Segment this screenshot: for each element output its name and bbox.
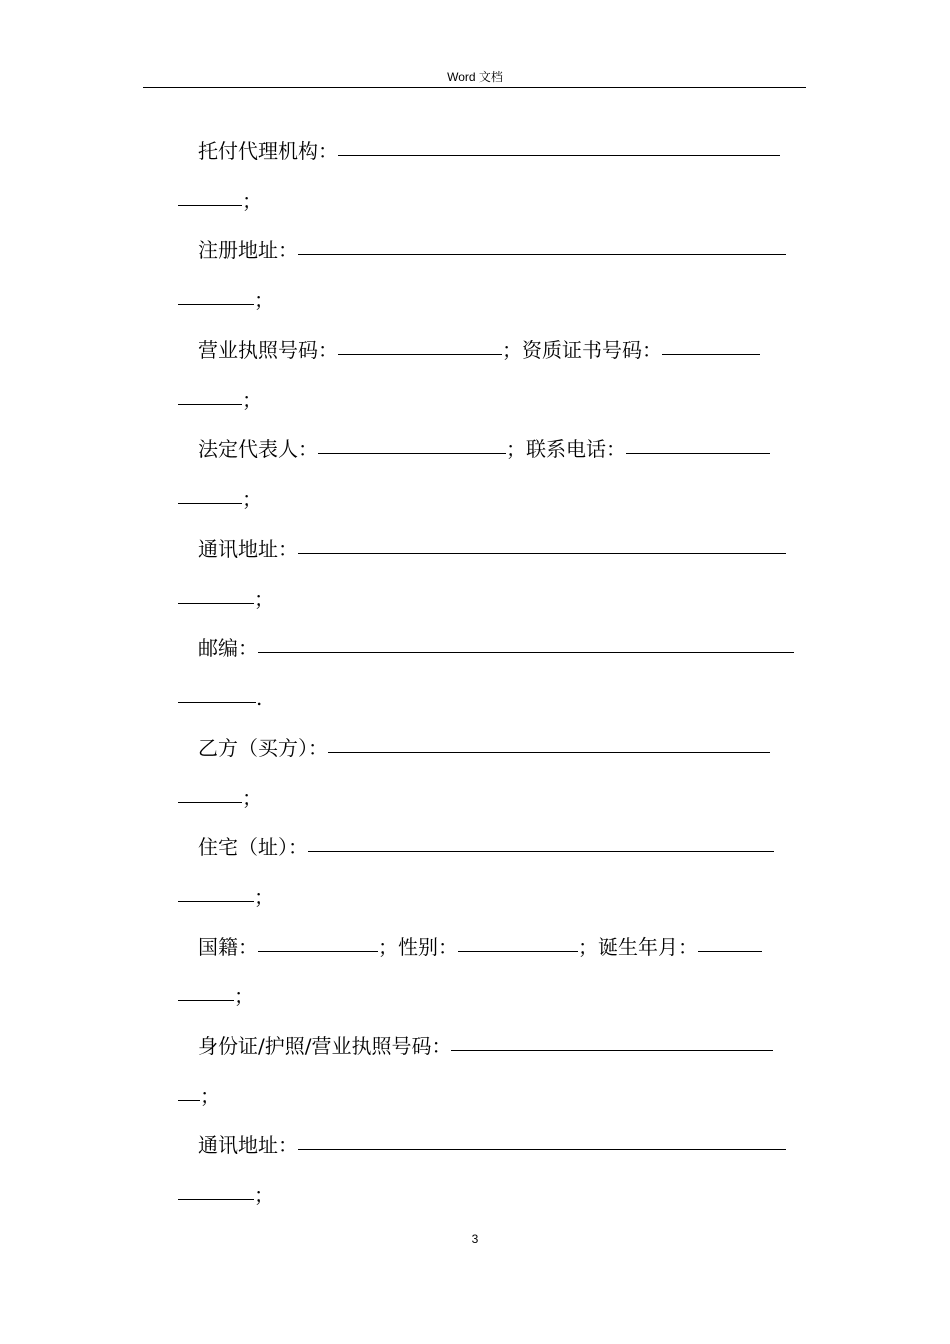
semicolon: ； [254,288,274,312]
reg-addr-blank-cont[interactable] [178,284,254,305]
gender-blank[interactable] [458,931,578,952]
license-blank[interactable] [338,334,502,355]
semicolon: ； [242,786,262,810]
header-title: Word 文档 [447,70,503,84]
buyer-mail-addr-line [178,1131,798,1159]
semicolon: ； [200,1084,220,1108]
semicolon: ； [502,338,522,362]
buyer-label: 乙方（买方）： [198,736,328,760]
id-label: 身份证/护照/营业执照号码： [198,1034,452,1058]
nationality-blank[interactable] [258,931,378,952]
id-blank[interactable] [451,1030,773,1051]
buyer-blank-cont[interactable] [178,782,242,803]
phone-blank[interactable] [626,433,770,454]
semicolon: ； [254,885,274,909]
buyer-mail-addr-blank[interactable] [298,1129,786,1150]
birth-label: 诞生年月： [598,935,698,959]
license-label: 营业执照号码： [198,338,338,362]
semicolon: ； [234,984,254,1008]
cert-label: 资质证书号码： [522,338,662,362]
buyer-line-cont [178,784,808,812]
cert-blank[interactable] [662,334,760,355]
residence-line [178,833,798,861]
postcode-label: 邮编： [198,636,258,660]
postcode-line-cont [178,684,808,712]
cert-blank-cont[interactable] [178,384,242,405]
mail-addr-label: 通讯地址： [198,537,298,561]
nationality-label: 国籍： [198,935,258,959]
postcode-line [178,634,798,662]
agent-blank-cont[interactable] [178,185,242,206]
mail-addr-line-cont [178,585,808,613]
residence-blank[interactable] [308,831,774,852]
postcode-blank-cont[interactable] [178,682,256,703]
license-line [178,336,798,364]
buyer-mail-addr-blank-cont[interactable] [178,1179,254,1200]
residence-label: 住宅（址）： [198,835,308,859]
legal-rep-line [178,435,798,463]
semicolon: ； [254,587,274,611]
semicolon: ； [378,935,398,959]
buyer-mail-addr-label: 通讯地址： [198,1133,298,1157]
id-line-cont [178,1082,808,1110]
agent-label: 托付代理机构： [198,139,338,163]
buyer-mail-addr-line-cont [178,1181,808,1209]
birth-blank-cont[interactable] [178,980,234,1001]
semicolon: ； [242,487,262,511]
buyer-line [178,734,798,762]
header-divider [143,87,806,88]
legal-rep-blank[interactable] [318,433,506,454]
gender-label: 性别： [398,935,458,959]
semicolon: ； [506,437,526,461]
id-blank-cont[interactable] [178,1080,200,1101]
page-number: 3 [471,1232,479,1246]
agent-line [178,137,798,165]
buyer-blank[interactable] [328,732,770,753]
mail-addr-blank-cont[interactable] [178,583,254,604]
semicolon: ； [242,388,262,412]
reg-addr-line [178,236,798,264]
license-line-cont [178,386,808,414]
semicolon: ； [254,1183,274,1207]
period: . [256,686,263,710]
residence-blank-cont[interactable] [178,881,254,902]
phone-blank-cont[interactable] [178,483,242,504]
reg-addr-label: 注册地址： [198,238,298,262]
mail-addr-blank[interactable] [298,533,786,554]
legal-rep-label: 法定代表人： [198,437,318,461]
agent-line-cont [178,187,808,215]
legal-rep-line-cont [178,485,808,513]
postcode-blank[interactable] [258,632,794,653]
id-line [178,1032,798,1060]
mail-addr-line [178,535,798,563]
agent-blank[interactable] [338,135,780,156]
reg-addr-line-cont [178,286,808,314]
nationality-line [178,933,798,961]
semicolon: ； [242,189,262,213]
reg-addr-blank[interactable] [298,234,786,255]
birth-blank[interactable] [698,931,762,952]
semicolon: ； [578,935,598,959]
residence-line-cont [178,883,808,911]
nationality-line-cont [178,982,808,1010]
phone-label: 联系电话： [526,437,626,461]
